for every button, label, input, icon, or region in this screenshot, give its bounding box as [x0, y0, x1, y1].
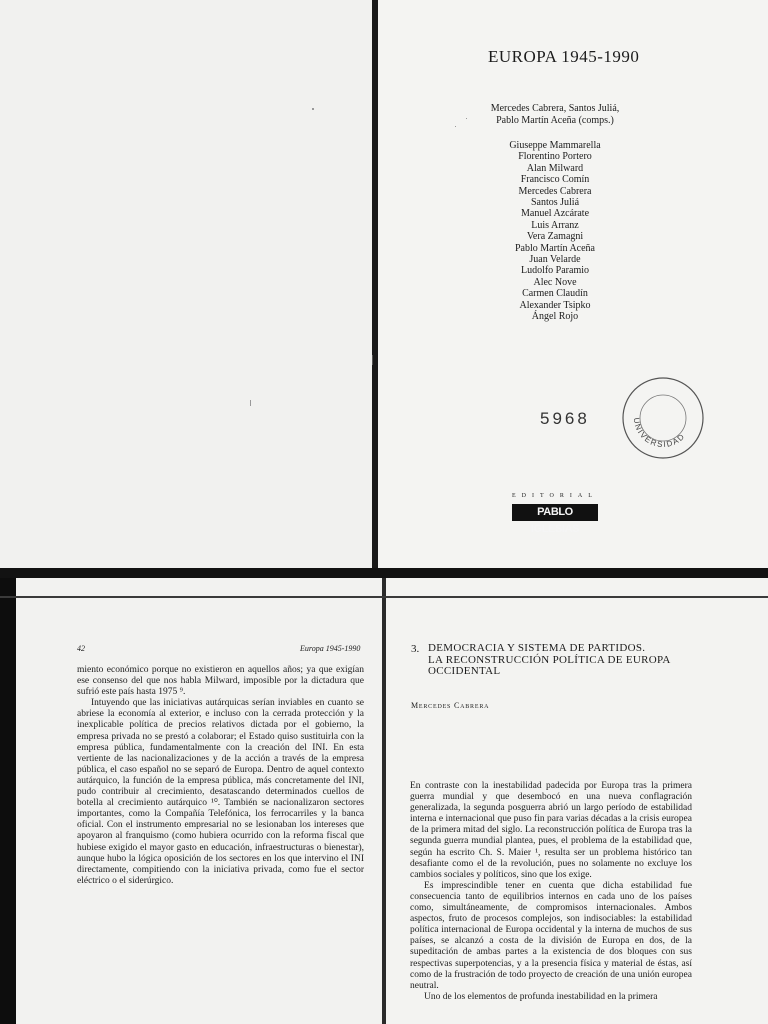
scan-edge-line: [0, 596, 768, 598]
publisher-logo: PABLO IGLESIAS: [512, 504, 598, 521]
contributor-name: Francisco Comín: [520, 174, 590, 186]
editors-line: Pablo Martín Aceña (comps.): [496, 115, 614, 126]
page-edge-shadow: [0, 578, 16, 1024]
chapter-title-line: OCCIDENTAL: [428, 665, 501, 677]
chapter-title: [428, 643, 698, 678]
paragraph: Es imprescindible tener en cuenta que dicha estabilidad fue consecuencia tanto de equilibrios internos en cada uno de los países como, simultáneamente, de compromisos internacionales. Ambos aspectos, fruto de procesos complejos, son indisociables: la estabilidad política internacional de Europa occidental y la interna de muchos de sus países, se alcanzó a costa de la división de Europa en dos, de la supeditación de ambas partes a la existencia de dos bloques con sus respectivas superpotencias, y a la presencia física y material de éstas, así como de la frustración de todo proyecto de creación de una unión europea neutral.: [410, 880, 692, 991]
contributor-name: Luis Arranz: [531, 219, 579, 231]
contributor-name: Giuseppe Mammarella: [509, 140, 601, 151]
contributor-name: Santos Juliá: [530, 197, 580, 209]
running-head: Europa 1945-1990: [300, 644, 361, 653]
contributor-name: Pablo Martín Aceña: [515, 242, 595, 254]
chapter-title-line: LA RECONSTRUCCIÓN POLÍTICA DE EUROPA: [428, 653, 671, 666]
contributor-name: Ludolfo Paramio: [520, 265, 590, 277]
contributor-name: Juan Velarde: [529, 254, 581, 266]
library-stamp-number: 5968: [540, 409, 590, 428]
chapter-author: Mercedes Cabrera: [411, 701, 490, 710]
contributor-name: Mercedes Cabrera: [518, 185, 592, 197]
dust-speck: [372, 355, 373, 365]
seal-text: UNIVERSIDAD: [631, 417, 688, 450]
paragraph: Intuyendo que las iniciativas autárquicas serían inviables en cuanto se abriese la economía al exterior, e incluso con la cerrada protección y la inexplicable política de precios relativos dictada por el gobierno, la empresa privada no se prestó a colaborar; el Estado quiso sustituirla con la empresa pública, fundamentalmente con la creación del INI. En esta vertiente de las nacionalizaciones y de la acción a través de la empresa pública, el caso español no se separó de Europa. Dentro de aquel contexto autárquico, la función de la empresa pública, más concretamente del INI, pudo contribuir al crecimiento, desatascando determinados cuellos de botella al crecimiento autárquico ¹⁰. También se nacionalizaron sectores importantes, como la Compañía Telefónica, los ferrocarriles y la banca oficial. Con el instrumento empresarial no se lesionaban los intereses que apoyaron al franquismo (como hubiera ocurrido con la reforma fiscal que hubiese exigido el mayor gasto en educación, infraestructuras o bienestar), aunque hubo la lógica oposición de los sectores en los que intervino el INI directamente, compitiendo con la iniciativa privada, como fue el sector eléctrico o el siderúrgico.: [77, 698, 364, 886]
paragraph: miento económico porque no existieron en aquellos años; ya que exigían ese consenso del que nos habla Milward, imposible por la dictadura que sufrió este país hasta 1975 ⁹.: [77, 665, 364, 698]
left-page-body: [77, 665, 364, 887]
contributor-name: Ángel Rojo: [531, 311, 579, 323]
paragraph: Uno de los elementos de profunda inestabilidad en la primera: [424, 991, 658, 1002]
blank-left-page: [0, 0, 372, 578]
chapter-title-line: DEMOCRACIA Y SISTEMA DE PARTIDOS.: [428, 642, 646, 654]
book-title: EUROPA 1945-1990: [488, 47, 640, 66]
chapter-number: 3.: [411, 643, 420, 655]
svg-text:UNIVERSIDAD: [632, 417, 687, 449]
publisher-label: EDITORIAL: [512, 493, 598, 499]
paragraph: En contraste con la inestabilidad padecida por Europa tras la primera guerra mundial y que desembocó en una nueva conflagración generalizada, la segunda posguerra abrió un largo período de estabilidad interna e internacional que puso fin para varias décadas a la crisis europea de la primera mitad del siglo. La reconstrucción política de Europa tras la segunda guerra mundial plantea, pues, el problema de la estabilidad que, según ha escrito Ch. S. Maier ¹, resulta ser un problema histórico tan desafiante como el de la revolución, pues no solamente no excluye los cambios sociales y políticos, sino que los exige.: [410, 781, 692, 880]
library-seal-stamp: [620, 375, 706, 461]
editors-credit: [420, 103, 690, 127]
contributors-list: [440, 140, 670, 323]
contributor-name: Florentino Portero: [518, 151, 592, 163]
contributor-name: Vera Zamagni: [526, 231, 584, 243]
contributor-name: Alan Milward: [526, 162, 584, 174]
contributor-name: Alec Nove: [533, 276, 577, 288]
dust-speck: [250, 400, 251, 406]
page-number: 42: [77, 644, 85, 653]
contributor-name: Manuel Azcárate: [520, 208, 590, 220]
contributor-name: Alexander Tsipko: [519, 299, 591, 311]
contributor-name: Carmen Claudín: [522, 288, 588, 300]
right-page-body: [410, 781, 692, 1003]
dust-speck: [312, 108, 314, 110]
editors-line: Mercedes Cabrera, Santos Juliá,: [490, 103, 620, 114]
